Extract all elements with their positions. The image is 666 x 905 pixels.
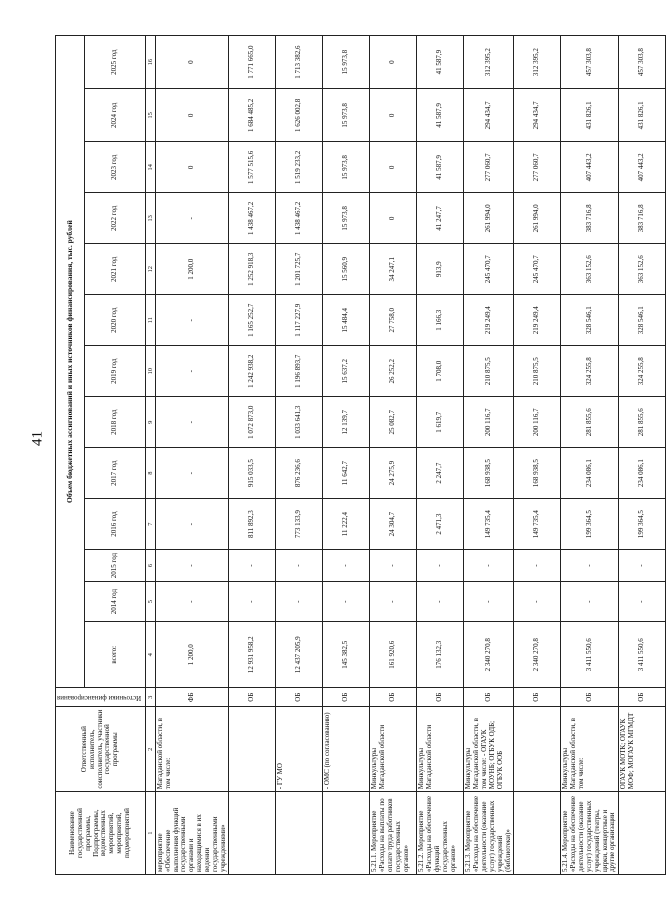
row-value: -	[417, 581, 464, 621]
row-value: -	[561, 550, 619, 582]
row-value: 457 303,8	[619, 36, 666, 89]
row-value: 2 247,7	[417, 448, 464, 499]
row-value: 773 133,9	[276, 499, 323, 550]
row-source: ОБ	[229, 688, 276, 707]
row-name	[229, 792, 276, 875]
row-value: 328 546,1	[561, 295, 619, 346]
row-source: ОБ	[323, 688, 370, 707]
row-value: -	[155, 499, 228, 550]
row-value: 15 973,8	[323, 89, 370, 142]
row-value: 0	[155, 89, 228, 142]
header-executor: Ответственный исполнитель, соисполнитель, участники государственной программы	[56, 707, 146, 792]
row-value: 277 060,7	[514, 142, 561, 193]
row-value: 1 165 252,7	[229, 295, 276, 346]
row-value: 876 236,6	[276, 448, 323, 499]
row-value: 0	[370, 89, 417, 142]
row-value: 3 411 550,6	[561, 622, 619, 688]
row-value: 0	[370, 36, 417, 89]
row-executor	[229, 707, 276, 792]
row-value: -	[561, 581, 619, 621]
page-number: 41	[29, 431, 46, 446]
row-value: -	[229, 550, 276, 582]
row-value: -	[155, 448, 228, 499]
row-value: 1 072 873,0	[229, 397, 276, 448]
row-name: 5.21.4. Мероприятие «Расходы на обеспечение деятельности (оказание услуг) государственных учреждений (театры, цирки, концертные и другие организации	[561, 792, 619, 875]
row-value: 1 166,3	[417, 295, 464, 346]
row-value: -	[155, 295, 228, 346]
row-value: 811 892,3	[229, 499, 276, 550]
table-row	[561, 36, 619, 875]
header-name: Наименование государственной программы, Подпрограммы, ведомственных мероприятий, мероприятий, подмероприятий	[56, 792, 146, 875]
row-value: 383 716,8	[619, 193, 666, 244]
row-value: -	[417, 550, 464, 582]
row-value: 34 247,1	[370, 244, 417, 295]
row-value: -	[155, 550, 228, 582]
row-value: 149 735,4	[514, 499, 561, 550]
column-number: 13	[145, 193, 155, 244]
row-value: -	[276, 550, 323, 582]
row-value: 0	[370, 193, 417, 244]
row-value: 210 875,5	[514, 346, 561, 397]
header-year: 2014 год	[84, 581, 145, 621]
row-value: 41 587,9	[417, 142, 464, 193]
row-value: 1 713 382,6	[276, 36, 323, 89]
column-number: 6	[145, 550, 155, 582]
row-value: -	[464, 581, 514, 621]
row-value: 1 684 485,2	[229, 89, 276, 142]
row-executor: Магаданской области, в том числе:	[155, 707, 228, 792]
row-value: 324 255,8	[561, 346, 619, 397]
row-executor: Минкультуры Магаданской области	[370, 707, 417, 792]
financing-table-sheet	[55, 35, 646, 875]
header-year: 2025 год	[84, 36, 145, 89]
row-value: 1 619,7	[417, 397, 464, 448]
row-source: ОБ	[514, 688, 561, 707]
row-value: 145 382,5	[323, 622, 370, 688]
row-value: 0	[370, 142, 417, 193]
row-value: 407 443,2	[619, 142, 666, 193]
column-number: 10	[145, 346, 155, 397]
row-value: 161 920,6	[370, 622, 417, 688]
table-row	[323, 36, 370, 875]
column-number: 5	[145, 581, 155, 621]
column-number: 16	[145, 36, 155, 89]
row-value: 200 116,7	[514, 397, 561, 448]
table-row	[276, 36, 323, 875]
row-value: 200 116,7	[464, 397, 514, 448]
column-number: 9	[145, 397, 155, 448]
row-value: 294 434,7	[514, 89, 561, 142]
row-value: 11 642,7	[323, 448, 370, 499]
row-value: 1 200,0	[155, 244, 228, 295]
row-value: 210 875,5	[464, 346, 514, 397]
column-number: 1	[145, 792, 155, 875]
header-year: 2019 год	[84, 346, 145, 397]
row-value: 1 242 938,2	[229, 346, 276, 397]
row-value: 1 626 002,8	[276, 89, 323, 142]
row-source: ОБ	[561, 688, 619, 707]
row-value: 1 196 893,7	[276, 346, 323, 397]
row-value: 1 577 515,6	[229, 142, 276, 193]
row-value: 281 855,6	[619, 397, 666, 448]
row-value: 41 587,9	[417, 89, 464, 142]
header-year: 2021 год	[84, 244, 145, 295]
row-value: 199 364,5	[561, 499, 619, 550]
row-value: -	[323, 550, 370, 582]
row-value: 15 560,9	[323, 244, 370, 295]
header-financing: Объем бюджетных ассигнований и иных источников финансирования, тыс. рублей	[56, 36, 85, 688]
row-value: 1 117 227,9	[276, 295, 323, 346]
row-value: 407 443,2	[561, 142, 619, 193]
column-number: 2	[145, 707, 155, 792]
row-value: 15 973,8	[323, 36, 370, 89]
table-row	[514, 36, 561, 875]
header-year: 2015 год	[84, 550, 145, 582]
header-source: Источники финансирования	[56, 688, 146, 707]
row-value: 168 938,5	[514, 448, 561, 499]
row-value: 261 994,0	[514, 193, 561, 244]
row-name	[323, 792, 370, 875]
row-name: 5.21.1. Мероприятие «Расходы на выплаты по оплате труда работников государственных органов»	[370, 792, 417, 875]
row-value: 281 855,6	[561, 397, 619, 448]
row-value: -	[370, 581, 417, 621]
row-value: 324 255,8	[619, 346, 666, 397]
row-value: 199 364,5	[619, 499, 666, 550]
row-value: 431 826,1	[561, 89, 619, 142]
row-source: ОБ	[417, 688, 464, 707]
row-value: 383 716,8	[561, 193, 619, 244]
row-value: 2 340 270,8	[464, 622, 514, 688]
row-value: 0	[155, 36, 228, 89]
row-name	[514, 792, 561, 875]
column-number: 4	[145, 622, 155, 688]
table-row	[370, 36, 417, 875]
row-value: 176 132,3	[417, 622, 464, 688]
row-source: ОБ	[464, 688, 514, 707]
row-executor: - ГУ МО	[276, 707, 323, 792]
row-executor	[514, 707, 561, 792]
table-row	[417, 36, 464, 875]
header-total: всего:	[84, 622, 145, 688]
financing-table	[55, 35, 666, 875]
row-name	[276, 792, 323, 875]
row-value: 1 708,0	[417, 346, 464, 397]
row-executor: Минкультуры Магаданской области, в том числе: - ОГАУК МОУНБ; ОГБУК ОДБ; ОГБУК ООБ	[464, 707, 514, 792]
row-value: 1 438 467,2	[229, 193, 276, 244]
table-row	[155, 36, 228, 875]
header-year: 2020 год	[84, 295, 145, 346]
row-value: 15 973,8	[323, 142, 370, 193]
row-value: -	[514, 581, 561, 621]
row-value: 1 200,0	[155, 622, 228, 688]
row-source: ОБ	[276, 688, 323, 707]
row-value: 245 470,7	[514, 244, 561, 295]
row-executor: Минкультуры Магаданской области, в том числе:	[561, 707, 619, 792]
row-executor: - ОМС (по согласованию)	[323, 707, 370, 792]
row-value: 12 437 205,9	[276, 622, 323, 688]
row-value: 3 411 550,6	[619, 622, 666, 688]
row-value: 915 033,5	[229, 448, 276, 499]
row-value: 1 252 918,3	[229, 244, 276, 295]
table-row	[229, 36, 276, 875]
row-value: -	[155, 581, 228, 621]
row-value: 312 395,2	[514, 36, 561, 89]
row-value: 1 438 467,2	[276, 193, 323, 244]
row-name: 5.21.3. Мероприятие «Расходы на обеспечение деятельности (оказание услуг) государственных учреждений (библиотеки)»	[464, 792, 514, 875]
header-year: 2017 год	[84, 448, 145, 499]
row-executor: Минкультуры Магаданской области	[417, 707, 464, 792]
column-number: 7	[145, 499, 155, 550]
row-name: мероприятие «Обеспечение выполнения функций государственными органами и находящимися в их ведении государственными учреждениями»	[155, 792, 228, 875]
header-year: 2016 год	[84, 499, 145, 550]
table-row	[619, 36, 666, 875]
row-value: 168 938,5	[464, 448, 514, 499]
row-value: 12 931 958,2	[229, 622, 276, 688]
row-value: 25 082,7	[370, 397, 417, 448]
row-value: -	[155, 346, 228, 397]
row-value: 2 471,3	[417, 499, 464, 550]
row-value: -	[155, 193, 228, 244]
column-number: 12	[145, 244, 155, 295]
row-value: 15 973,8	[323, 193, 370, 244]
row-executor: ОГАУК МОТК; ОГАУК МОФ; МОГАУК МГМДТ	[619, 707, 666, 792]
row-value: -	[464, 550, 514, 582]
row-value: 234 086,1	[619, 448, 666, 499]
row-value: 1 201 725,7	[276, 244, 323, 295]
row-value: 24 275,9	[370, 448, 417, 499]
row-source: ФБ	[155, 688, 228, 707]
column-number: 3	[145, 688, 155, 707]
row-value: 11 222,4	[323, 499, 370, 550]
row-value: 234 086,1	[561, 448, 619, 499]
header-year: 2024 год	[84, 89, 145, 142]
row-value: -	[155, 397, 228, 448]
table-row	[464, 36, 514, 875]
row-value: 41 587,9	[417, 36, 464, 89]
row-value: -	[323, 581, 370, 621]
row-value: 27 758,0	[370, 295, 417, 346]
row-value: 26 252,2	[370, 346, 417, 397]
row-value: 0	[155, 142, 228, 193]
row-value: 294 434,7	[464, 89, 514, 142]
column-number: 14	[145, 142, 155, 193]
row-value: 12 139,7	[323, 397, 370, 448]
header-year: 2022 год	[84, 193, 145, 244]
row-value: 1 519 233,2	[276, 142, 323, 193]
row-value: 1 771 665,0	[229, 36, 276, 89]
header-year: 2018 год	[84, 397, 145, 448]
row-value: 24 304,7	[370, 499, 417, 550]
row-value: 312 395,2	[464, 36, 514, 89]
row-value: -	[229, 581, 276, 621]
row-value: 363 152,6	[619, 244, 666, 295]
row-name: 5.21.2. Мероприятие «Расходы на обеспечение функций государственных органов»	[417, 792, 464, 875]
row-name	[619, 792, 666, 875]
column-number: 15	[145, 89, 155, 142]
row-value: 149 735,4	[464, 499, 514, 550]
row-value: 431 826,1	[619, 89, 666, 142]
row-value: 328 546,1	[619, 295, 666, 346]
row-value: -	[370, 550, 417, 582]
row-value: 219 249,4	[514, 295, 561, 346]
row-value: -	[514, 550, 561, 582]
row-value: 277 060,7	[464, 142, 514, 193]
row-value: 261 994,0	[464, 193, 514, 244]
row-value: -	[276, 581, 323, 621]
header-year: 2023 год	[84, 142, 145, 193]
row-value: 457 303,8	[561, 36, 619, 89]
row-value: 2 340 270,8	[514, 622, 561, 688]
row-value: 41 247,7	[417, 193, 464, 244]
row-value: 363 152,6	[561, 244, 619, 295]
row-value: 15 637,2	[323, 346, 370, 397]
row-source: ОБ	[370, 688, 417, 707]
row-value: 913,9	[417, 244, 464, 295]
row-value: 219 249,4	[464, 295, 514, 346]
row-value: -	[619, 550, 666, 582]
column-number: 11	[145, 295, 155, 346]
row-source: ОБ	[619, 688, 666, 707]
row-value: -	[619, 581, 666, 621]
row-value: 1 033 641,3	[276, 397, 323, 448]
row-value: 245 470,7	[464, 244, 514, 295]
column-number: 8	[145, 448, 155, 499]
row-value: 15 484,4	[323, 295, 370, 346]
